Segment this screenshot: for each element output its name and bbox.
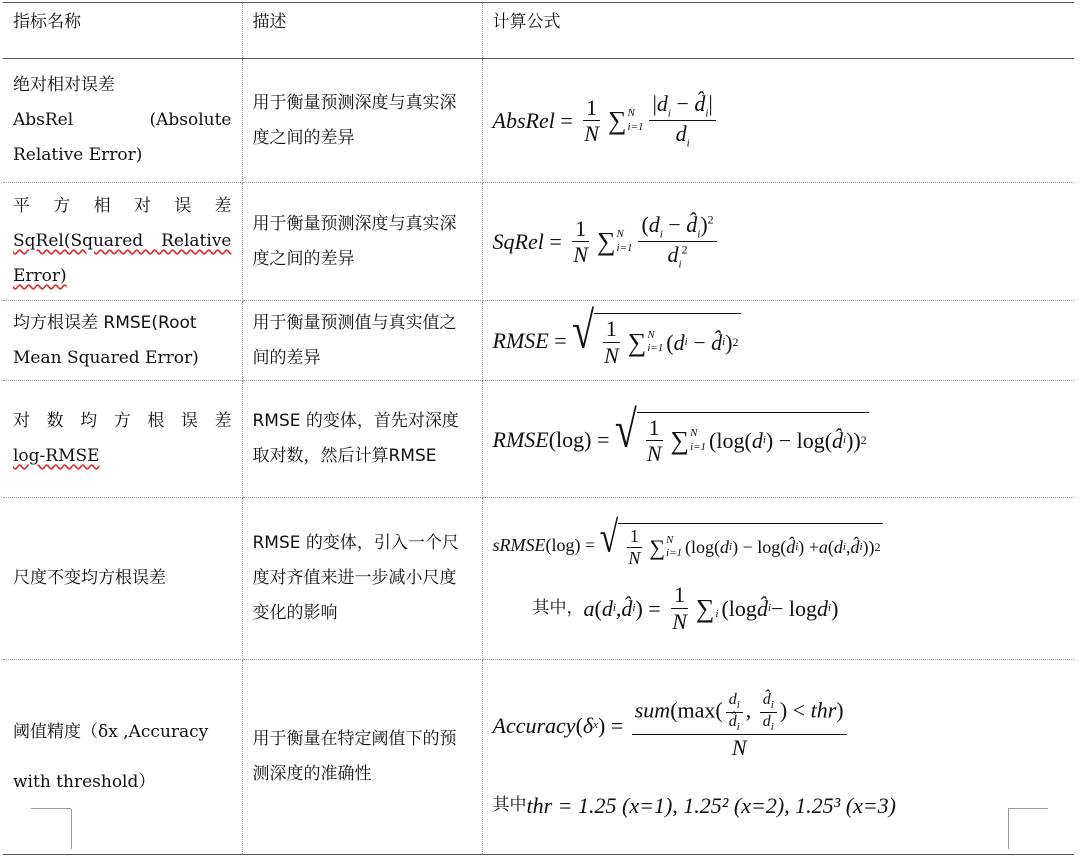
- name-line: Mean Squared Error): [13, 347, 199, 368]
- metric-description: 用于衡量预测深度与真实深度之间的差异: [242, 59, 482, 183]
- name-line: 对 数 均 方 根 误 差: [13, 411, 232, 431]
- name-line: 阈值精度（δx ,Accuracy: [13, 722, 209, 742]
- name-line: Error): [13, 266, 67, 286]
- formula-srmse: sRMSE (log) = √ $\frac{1}{N}$ ∑ N i=1 (log( d i ) − log( d̂ i ) + a ( d i , d̂ i )) 2: [492, 513, 881, 568]
- metric-formula: [482, 381, 1074, 498]
- formula-threshold-values: [493, 788, 1065, 823]
- metric-name: [3, 59, 242, 183]
- header-formula: 计算公式: [482, 3, 1074, 59]
- metric-name: 尺度不变均方根误差: [3, 498, 242, 660]
- formula-alignment: 其中， a ( d i , d̂ i ) = $\frac{1}{N}$ ∑ i (log d̂ i − log d i ): [532, 582, 839, 634]
- corner-mark: [1008, 809, 1049, 849]
- header-name: 指标名称: [3, 3, 242, 59]
- name-line: with threshold）: [13, 772, 156, 792]
- metric-formula: [482, 301, 1074, 381]
- corner-mark: [31, 808, 71, 809]
- note-values: thr = 1.25 (x=1), 1.25² (x=2), 1.25³ (x=3): [526, 792, 896, 818]
- metric-formula: [482, 660, 1074, 855]
- table-row: [3, 498, 1074, 660]
- table-row: [3, 183, 1074, 301]
- metrics-table-container: [3, 2, 1074, 858]
- metric-name: [3, 381, 242, 498]
- metric-description: 用于衡量在特定阈值下的预测深度的准确性: [242, 660, 482, 855]
- note-prefix: 其中，: [532, 597, 584, 618]
- name-line: log-RMSE: [13, 446, 100, 466]
- formula-absrel: AbsRel = $\frac{1}{N}$ ∑ N i=1 $\frac{|d_i - d̂_i|}{d_i}$: [493, 91, 1065, 150]
- name-line: Relative Error): [13, 145, 143, 165]
- corner-mark: [31, 809, 72, 849]
- name-line: 平 方 相 对 误 差: [13, 196, 232, 216]
- metric-description: RMSE 的变体，首先对深度取对数，然后计算RMSE: [242, 381, 482, 498]
- name-line: 均方根误差 RMSE(Root: [13, 312, 197, 333]
- corner-mark: [1008, 808, 1048, 809]
- table-row: [3, 660, 1074, 855]
- metric-name: [3, 301, 242, 381]
- name-line: SqRel(Squared Relative: [13, 231, 232, 251]
- table-row: [3, 59, 1074, 183]
- metric-formula: [482, 59, 1074, 183]
- formula-log-rmse: RMSE (log) = √ $\frac{1}{N}$ ∑ N i=1 (log( d i ) − log( d̂ i )) 2: [492, 399, 867, 466]
- metric-formula: [482, 498, 1074, 660]
- metrics-table: [3, 2, 1074, 855]
- name-line: 绝对相对误差: [13, 75, 115, 95]
- note-prefix: 其中: [492, 794, 527, 815]
- metric-description: 用于衡量预测深度与真实深度之间的差异: [242, 183, 482, 301]
- formula-sqrel: SqRel = $\frac{1}{N}$ ∑ N i=1 $\frac{(d_i - d̂_i)^2}{d_i^2}$: [493, 212, 1065, 271]
- metric-description: RMSE 的变体，引入一个尺度对齐值来进一步减小尺度变化的影响: [242, 498, 482, 660]
- metric-formula: [482, 183, 1074, 301]
- table-row: [3, 301, 1074, 381]
- name-line: AbsRel (Absolute: [13, 110, 232, 130]
- table-row: [3, 381, 1074, 498]
- formula-accuracy: Accuracy ( δ x ) = sum(max( $\frac{d_i}{d̂_i}$ , $\frac{d̂_i}{d_i}$ ) < thr) N: [493, 691, 1065, 760]
- metric-name: [3, 183, 242, 301]
- metric-description: 用于衡量预测值与真实值之间的差异: [242, 301, 482, 381]
- formula-rmse: RMSE = √ $\frac{1}{N}$ ∑ N i=1 ( d i − d̂ i ) 2: [492, 301, 739, 368]
- header-row: [3, 3, 1074, 59]
- header-description: 描述: [242, 3, 482, 59]
